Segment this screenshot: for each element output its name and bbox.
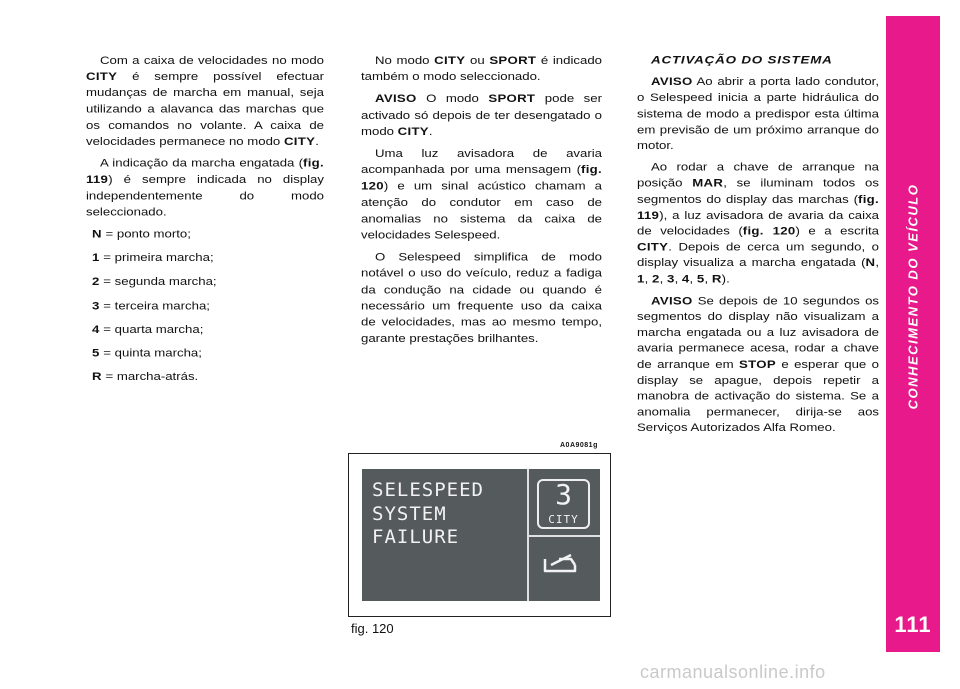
figure-code: A0A9081g [560, 442, 598, 449]
gearbox-failure-icon [541, 551, 581, 582]
gear-list-item: 4 = quarta marcha; [92, 322, 204, 336]
mode-indicator: CITY [548, 513, 579, 526]
display-line: SYSTEM [372, 503, 447, 525]
watermark: carmanualsonline.info [640, 662, 826, 682]
display-divider [529, 535, 600, 537]
paragraph: Com a caixa de velocidades no modo CITY é sempre possível efectuar mudanças de marcha em manual, seja utilizando a alavanca das marchas que os comandos no volante. A caixa de velocidades permanece no modo CITY. [86, 53, 324, 148]
page-number: 111 [894, 612, 932, 637]
chapter-title-text: CONHECIMENTO DO VEÍCULO [905, 183, 921, 409]
gear-list-item: R = marcha-atrás. [92, 370, 199, 383]
display-line: FAILURE [372, 526, 460, 548]
paragraph: No modo CITY ou SPORT é indicado também o modo seleccionado. [361, 53, 602, 83]
gear-indicator: 3 [555, 478, 572, 511]
warning-paragraph: AVISO Se depois de 10 segundos os segmentos do display não visualizam a marcha engatada ou a luz avisadora de avaria permanece acesa, rodar a chave de arranque em STOP e esperar que o display se apague, depois repetir a manobra de activação do sistema. Se a anomalia permanecer, dirija-se aos Serviços Autorizados Alfa Romeo. [637, 294, 879, 435]
text-column-2 [361, 52, 602, 352]
gear-list-item: 1 = primeira marcha; [92, 251, 214, 264]
gear-list-item: 3 = terceira marcha; [92, 298, 210, 312]
display-message [362, 469, 527, 601]
chapter-title [886, 16, 940, 576]
figure-caption: fig. 120 [351, 621, 394, 636]
text-column-1 [86, 52, 324, 392]
paragraph: Ao rodar a chave de arranque na posição MAR, se iluminam todos os segmentos do display das marchas (fig. 119), a luz avisadora de avaria da caixa de velocidades (fig. 120) e a escrita CITY. Depois de cerca um segundo, o display visualiza a marcha engatada (N, 1, 2, 3, 4, 5, R). [637, 160, 879, 285]
section-heading: ACTIVAÇÃO DO SISTEMA [651, 53, 833, 67]
paragraph: A indicação da marcha engatada (fig. 119) é sempre indicada no display independentemente do modo seleccionado. [86, 156, 324, 219]
gear-list-item: 5 = quinta marcha; [92, 346, 202, 360]
gear-list-item: 2 = segunda marcha; [92, 275, 217, 288]
display-line: SELESPEED [372, 479, 484, 501]
text-column-3 [637, 52, 879, 442]
gear-list-item: N = ponto morto; [92, 227, 191, 241]
paragraph: O Selespeed simplifica de modo notável o uso do veículo, reduz a fadiga da condução na cidade ou quando é necessário um frequente uso da caixa de velocidades, mas ao mesmo tempo, garante prestações brilhantes. [361, 250, 602, 345]
warning-paragraph: AVISO Ao abrir a porta lado condutor, o Selespeed inicia a parte hidráulica do sistema de modo a predispor esta última em previsão de um próximo arranque do motor. [637, 75, 879, 152]
warning-paragraph: AVISO O modo SPORT pode ser activado só depois de ter desengatado o modo CITY. [361, 92, 602, 138]
paragraph: Uma luz avisadora de avaria acompanhada por uma mensagem (fig. 120) e um sinal acústico chamam a atenção do condutor em caso de anomalias no sistema da caixa de velocidades Selespeed. [361, 146, 602, 242]
